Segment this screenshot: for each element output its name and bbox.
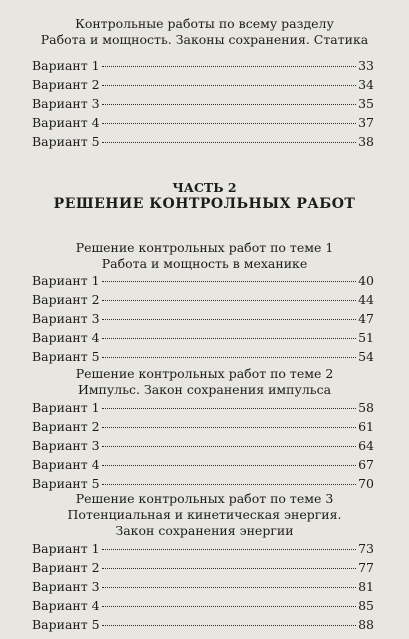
dot-leader (102, 300, 356, 301)
entry-label: Вариант 4 (32, 598, 100, 613)
entry-label: Вариант 3 (32, 96, 100, 111)
dot-leader (102, 625, 356, 626)
dot-leader (102, 465, 356, 466)
heading-line: Решение контрольных работ по теме 1 (75, 240, 334, 255)
page-number: 81 (358, 579, 374, 594)
entry-label: Вариант 5 (32, 476, 100, 491)
heading-line: Контрольные работы по всему разделу (75, 16, 334, 31)
heading-line: Потенциальная и кинетическая энергия. (67, 507, 342, 522)
toc-entry[interactable] (32, 398, 374, 417)
section-heading (0, 366, 409, 398)
toc-list (32, 398, 374, 493)
dot-leader (102, 66, 356, 67)
dot-leader (102, 568, 356, 569)
heading-line: Закон сохранения энергии (115, 523, 294, 538)
toc-entry[interactable] (32, 132, 374, 151)
page-number: 35 (358, 96, 374, 111)
entry-label: Вариант 4 (32, 330, 100, 345)
toc-entry[interactable] (32, 309, 374, 328)
entry-label: Вариант 1 (32, 58, 100, 73)
dot-leader (102, 587, 356, 588)
dot-leader (102, 357, 356, 358)
entry-label: Вариант 2 (32, 560, 100, 575)
toc-entry[interactable] (32, 271, 374, 290)
page-number: 85 (358, 598, 374, 613)
toc-list (32, 271, 374, 366)
page-number: 34 (358, 77, 374, 92)
page-number: 37 (358, 115, 374, 130)
dot-leader (102, 85, 356, 86)
dot-leader (102, 123, 356, 124)
toc-entry[interactable] (32, 436, 374, 455)
part-heading (0, 180, 409, 212)
entry-label: Вариант 5 (32, 134, 100, 149)
page-number: 64 (358, 438, 374, 453)
heading-line: Решение контрольных работ по теме 3 (75, 491, 334, 506)
toc-entry[interactable] (32, 615, 374, 634)
page-number: 40 (358, 273, 374, 288)
entry-label: Вариант 1 (32, 400, 100, 415)
dot-leader (102, 484, 356, 485)
page-number: 47 (358, 311, 374, 326)
part-title: РЕШЕНИЕ КОНТРОЛЬНЫХ РАБОТ (53, 196, 356, 212)
dot-leader (102, 446, 356, 447)
entry-label: Вариант 5 (32, 349, 100, 364)
dot-leader (102, 104, 356, 105)
entry-label: Вариант 5 (32, 617, 100, 632)
toc-entry[interactable] (32, 290, 374, 309)
entry-label: Вариант 1 (32, 541, 100, 556)
dot-leader (102, 408, 356, 409)
page-number: 33 (358, 58, 374, 73)
page-number: 88 (358, 617, 374, 632)
heading-line: Работа и мощность. Законы сохранения. Статика (40, 32, 369, 47)
toc-list (32, 539, 374, 634)
page-number: 51 (358, 330, 374, 345)
toc-entry[interactable] (32, 577, 374, 596)
entry-label: Вариант 3 (32, 438, 100, 453)
toc-entry[interactable] (32, 455, 374, 474)
page-number: 77 (358, 560, 374, 575)
page-number: 73 (358, 541, 374, 556)
entry-label: Вариант 2 (32, 292, 100, 307)
toc-entry[interactable] (32, 328, 374, 347)
page-number: 44 (358, 292, 374, 307)
toc-entry[interactable] (32, 558, 374, 577)
entry-label: Вариант 4 (32, 115, 100, 130)
entry-label: Вариант 3 (32, 311, 100, 326)
page-number: 58 (358, 400, 374, 415)
dot-leader (102, 549, 356, 550)
dot-leader (102, 427, 356, 428)
dot-leader (102, 142, 356, 143)
dot-leader (102, 606, 356, 607)
toc-entry[interactable] (32, 417, 374, 436)
toc-entry[interactable] (32, 113, 374, 132)
dot-leader (102, 281, 356, 282)
page-number: 54 (358, 349, 374, 364)
toc-entry[interactable] (32, 75, 374, 94)
page-number: 67 (358, 457, 374, 472)
heading-line: Решение контрольных работ по теме 2 (75, 366, 334, 381)
page-number: 70 (358, 476, 374, 491)
toc-list (32, 56, 374, 151)
heading-line: Работа и мощность в механике (101, 256, 308, 271)
toc-entry[interactable] (32, 539, 374, 558)
entry-label: Вариант 4 (32, 457, 100, 472)
entry-label: Вариант 1 (32, 273, 100, 288)
entry-label: Вариант 2 (32, 77, 100, 92)
section-heading (0, 491, 409, 539)
toc-entry[interactable] (32, 56, 374, 75)
toc-entry[interactable] (32, 347, 374, 366)
section-heading (0, 16, 409, 48)
dot-leader (102, 338, 356, 339)
part-number: ЧАСТЬ 2 (172, 180, 237, 195)
heading-line: Импульс. Закон сохранения импульса (77, 382, 332, 397)
entry-label: Вариант 3 (32, 579, 100, 594)
entry-label: Вариант 2 (32, 419, 100, 434)
dot-leader (102, 319, 356, 320)
page-number: 38 (358, 134, 374, 149)
page-number: 61 (358, 419, 374, 434)
toc-entry[interactable] (32, 94, 374, 113)
toc-entry[interactable] (32, 596, 374, 615)
section-heading (0, 240, 409, 272)
